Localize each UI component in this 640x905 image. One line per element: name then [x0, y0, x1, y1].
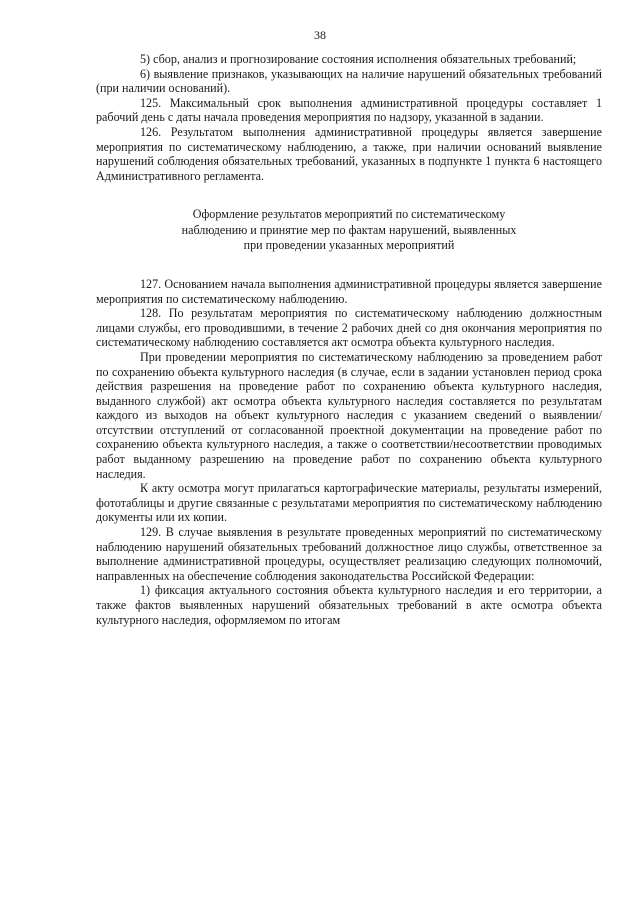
page-number: 38	[314, 28, 326, 42]
section-heading	[126, 207, 572, 253]
paragraph: 128. По результатам мероприятия по систематическому наблюдению должностным лицами службы, его проводившими, в течение 2 рабочих дней со дня окончания мероприятия по систематическому наблюдению составляется акт осмотра объекта культурного наследия.	[96, 306, 602, 350]
paragraph: При проведении мероприятия по систематическому наблюдению за проведением работ по сохранению объекта культурного наследия (в случае, если в задании установлен период срока действия разрешения на проведение работ по сохранению объекта культурного наследия, выданного службой) акт осмотра объекта культурного наследия составляется по результатам каждого из выходов на объект культурного наследия с указанием сведений о выявлении/отсутствии отступлений от согласованной проектной документации на проведение работ по сохранению объекта культурного наследия, а также о соответствии/несоответствии проводимых работ выданному разрешению на проведение работ по сохранению объекта культурного наследия.	[96, 349, 602, 481]
paragraph: 5) сбор, анализ и прогнозирование состояния исполнения обязательных требований;	[140, 52, 577, 66]
paragraph: 129. В случае выявления в результате проведенных мероприятий по систематическому наблюдению нарушений обязательных требований должностное лицо службы, ответственное за выполнение административной процедуры, осуществляет реализацию следующих полномочий, направленных на обеспечение соблюдения законодательства Российской Федерации:	[96, 525, 602, 583]
paragraph: 126. Результатом выполнения административной процедуры является завершение мероприятия по систематическому наблюдению, а также, при наличии оснований выявление нарушений соблюдения обязательных требований, указанных в подпункте 1 пункта 6 настоящего Административного регламента.	[96, 124, 602, 183]
section-heading-line: при проведении указанных мероприятий	[243, 237, 455, 252]
paragraph: 1) фиксация актуального состояния объекта культурного наследия и его территории, а также фактов выявленных нарушений обязательных требований в акте осмотра объекта культурного наследия, оформляемом по итогам	[96, 583, 602, 627]
section-heading-line: Оформление результатов мероприятий по систематическому	[192, 207, 506, 222]
document-body	[96, 52, 602, 627]
paragraph: 125. Максимальный срок выполнения административной процедуры составляет 1 рабочий день с даты начала проведения мероприятия по надзору, указанной в задании.	[96, 95, 602, 125]
paragraph: 127. Основанием начала выполнения административной процедуры является завершение мероприятия по систематическому наблюдению.	[96, 276, 602, 306]
paragraph: К акту осмотра могут прилагаться картографические материалы, результаты измерений, фототаблицы и другие связанные с результатами мероприятия по систематическому наблюдению документы или их копии.	[96, 481, 602, 525]
section-heading-line: наблюдению и принятие мер по фактам нарушений, выявленных	[181, 222, 517, 237]
paragraph: 6) выявление признаков, указывающих на наличие нарушений обязательных требований (при наличии оснований).	[96, 66, 602, 96]
